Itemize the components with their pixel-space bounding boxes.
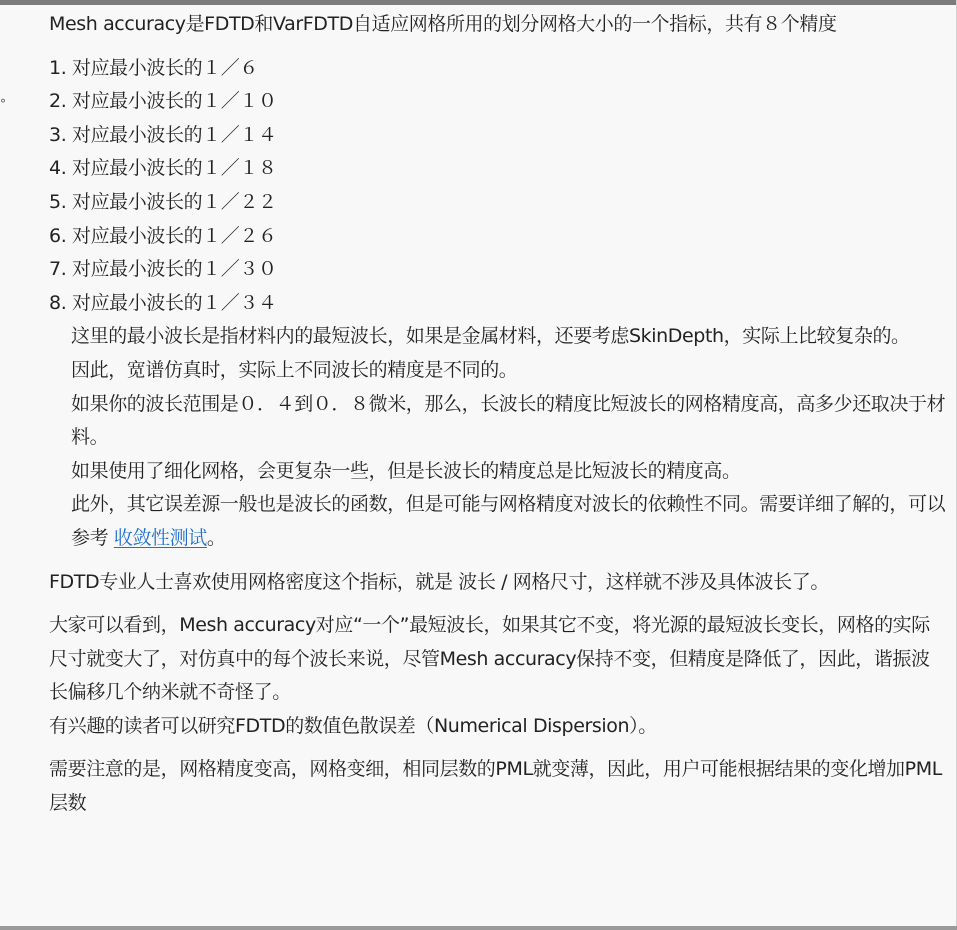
top-border <box>0 0 957 5</box>
level-item-7: 7. 对应最小波长的１／３０ <box>49 258 277 281</box>
mesh-density-paragraph: FDTD专业人士喜欢使用网格密度这个指标，就是 波长 / 网格尺寸，这样就不涉及具体波长了。 <box>49 570 829 593</box>
convergence-test-link[interactable]: 收敛性测试 <box>113 526 207 549</box>
intro-paragraph: Mesh accuracy是FDTD和VarFDTD自适应网格所用的划分网格大小的一个指标，共有８个精度 <box>49 13 837 35</box>
pml-paragraph: 需要注意的是，网格精度变高，网格变细，相同层数的PML就变薄，因此，用户可能根据结果的变化增加PML层数 <box>49 758 942 815</box>
dispersion-paragraph: 有兴趣的读者可以研究FDTD的数值色散误差（Numerical Dispersion）。 <box>49 714 657 737</box>
article-body <box>49 8 947 821</box>
accuracy-levels-list <box>49 52 947 321</box>
level-item-3: 3. 对应最小波长的１／１４ <box>49 123 277 146</box>
note-min-wavelength: 这里的最小波长是指材料内的最短波长，如果是金属材料，还要考虑SkinDepth，实际上比较复杂的。 <box>71 325 910 348</box>
level-item-6: 6. 对应最小波长的１／２６ <box>49 224 277 247</box>
level-item-4: 4. 对应最小波长的１／１８ <box>49 157 277 180</box>
bottom-border <box>0 926 957 930</box>
note-wavelength-range: 如果你的波长范围是０．４到０．８微米，那么，长波长的精度比短波长的网格精度高，高多少还取决于材料。 <box>71 392 946 449</box>
explanation-paragraph: 大家可以看到，Mesh accuracy对应“一个”最短波长，如果其它不变，将光源的最短波长变长，网格的实际尺寸就变大了，对仿真中的每个波长来说，尽管Mesh accuracy保持不变，但精度是降低了，因此，谐振波长偏移几个纳米就不奇怪了。 <box>49 614 930 704</box>
note-other-errors-suffix: 。 <box>206 526 226 549</box>
note-other-errors <box>71 488 947 555</box>
note-other-errors-text: 此外，其它误差源一般也是波长的函数，但是可能与网格精度对波长的依赖性不同。需要详细了解的，可以参考 <box>71 493 946 549</box>
note-refined-mesh: 如果使用了细化网格，会更复杂一些，但是长波长的精度总是比短波长的精度高。 <box>71 459 741 482</box>
level-item-8: 8. 对应最小波长的１／３４ <box>49 291 277 314</box>
level-item-1: 1. 对应最小波长的１／６ <box>49 56 258 79</box>
notes-block <box>49 320 947 555</box>
level-item-2: 2. 对应最小波长的１／１０ <box>49 90 277 113</box>
left-margin-mark: ° <box>0 97 6 111</box>
note-broadband: 因此，宽谱仿真时，实际上不同波长的精度是不同的。 <box>71 358 518 381</box>
level-item-5: 5. 对应最小波长的１／２２ <box>49 190 277 213</box>
